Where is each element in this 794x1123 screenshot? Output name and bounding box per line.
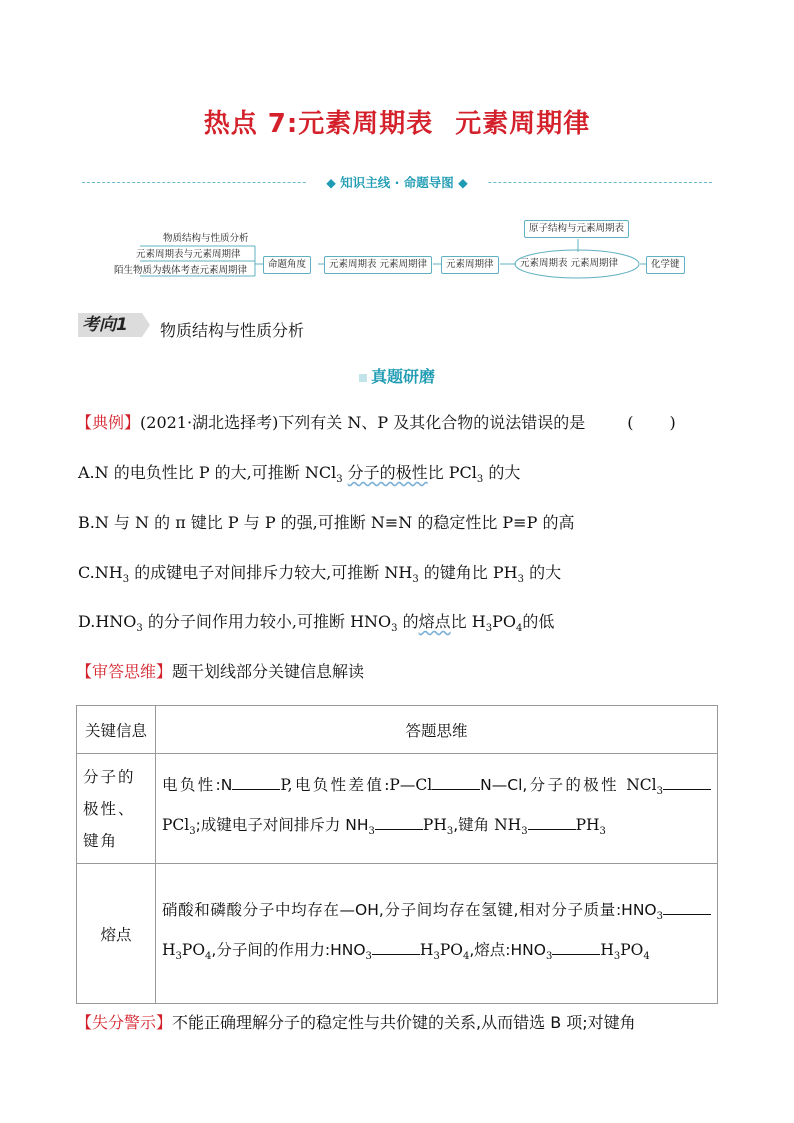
mindmap-top: 原子结构与元素周期表 <box>524 220 629 238</box>
divider-label: ◆ 知识主线 · 命题导图 ◆ <box>307 173 487 191</box>
mindmap-center: 元素周期表 元素周期律 <box>324 256 432 274</box>
table-head-key: 关键信息 <box>77 706 156 754</box>
kaoxiang-badge: 考向1 <box>78 313 142 337</box>
row2-key: 熔点 <box>77 864 156 1004</box>
mindmap-right: 化学键 <box>646 256 685 274</box>
option-a: A.N 的电负性比 P 的大,可推断 NCl$_3$ 分子的极性比 PCl$_3$ 的大 <box>78 463 521 486</box>
key-info-table <box>76 705 718 1004</box>
mindmap-angle: 命题角度 <box>263 256 311 274</box>
table-head-val: 答题思维 <box>156 706 718 754</box>
kaoxiang-title: 物质结构与性质分析 <box>160 321 305 340</box>
table-header-row <box>77 706 718 754</box>
zhenti-heading: 真题研磨 <box>0 364 794 387</box>
square-icon <box>359 374 367 382</box>
row1-key: 分子的极性、键角 <box>77 754 156 864</box>
row1-value: 电负性:N P,电负性差值:P—Cl N—Cl,分子的极性 NCl$_3$PCl$_3$;成键电子对间排斥力 $NH_3$ $PH_3$,键角 $NH_3$ $PH_3$ <box>156 754 718 864</box>
table-row <box>77 864 718 1004</box>
table-row <box>77 754 718 864</box>
example-stem: 【典例】(2021·湖北选择考)下列有关 N、P 及其化合物的说法错误的是 ( ) <box>76 413 676 432</box>
option-c: $C.NH_3$ 的成键电子对间排斥力较大,可推断 $NH_3$ 的键角比 $PH_3$ 的大 <box>78 563 562 586</box>
option-d: $D.HNO_3$ 的分子间作用力较小,可推断 $HNO_3$ 的熔点比 $H_3PO_4$的低 <box>78 612 555 635</box>
row2-value: 硝酸和磷酸分子中均存在—OH,分子间均存在氢键,相对分子质量$:HNO_3H_3PO_4$,分子间的作用力$:HNO_3$ $H_3PO_4$,熔点$:HNO_3$ $H_3PO_4$ <box>156 864 718 1004</box>
mindmap-law: 元素周期律 <box>441 256 499 274</box>
mindmap-left-item-1: 物质结构与性质分析 <box>163 233 249 244</box>
page-title: 热点 7:元素周期表 元素周期律 <box>203 109 591 139</box>
mindmap-left-item-3: 陌生物质为载体考查元素周期律 <box>114 265 248 276</box>
option-b: B.N 与 N 的 π 键比 P 与 P 的强,可推断 N≡N 的稳定性比 P≡P 的高 <box>78 513 575 532</box>
warning-line: 【失分警示】不能正确理解分子的稳定性与共价键的关系,从而错选 B 项;对键角 <box>76 1013 636 1032</box>
mindmap-oval-label: 元素周期表 元素周期律 <box>520 258 619 269</box>
shenda-line: 【审答思维】题干划线部分关键信息解读 <box>76 662 365 681</box>
mindmap-left-item-2: 元素周期表与元素周期律 <box>136 249 241 260</box>
